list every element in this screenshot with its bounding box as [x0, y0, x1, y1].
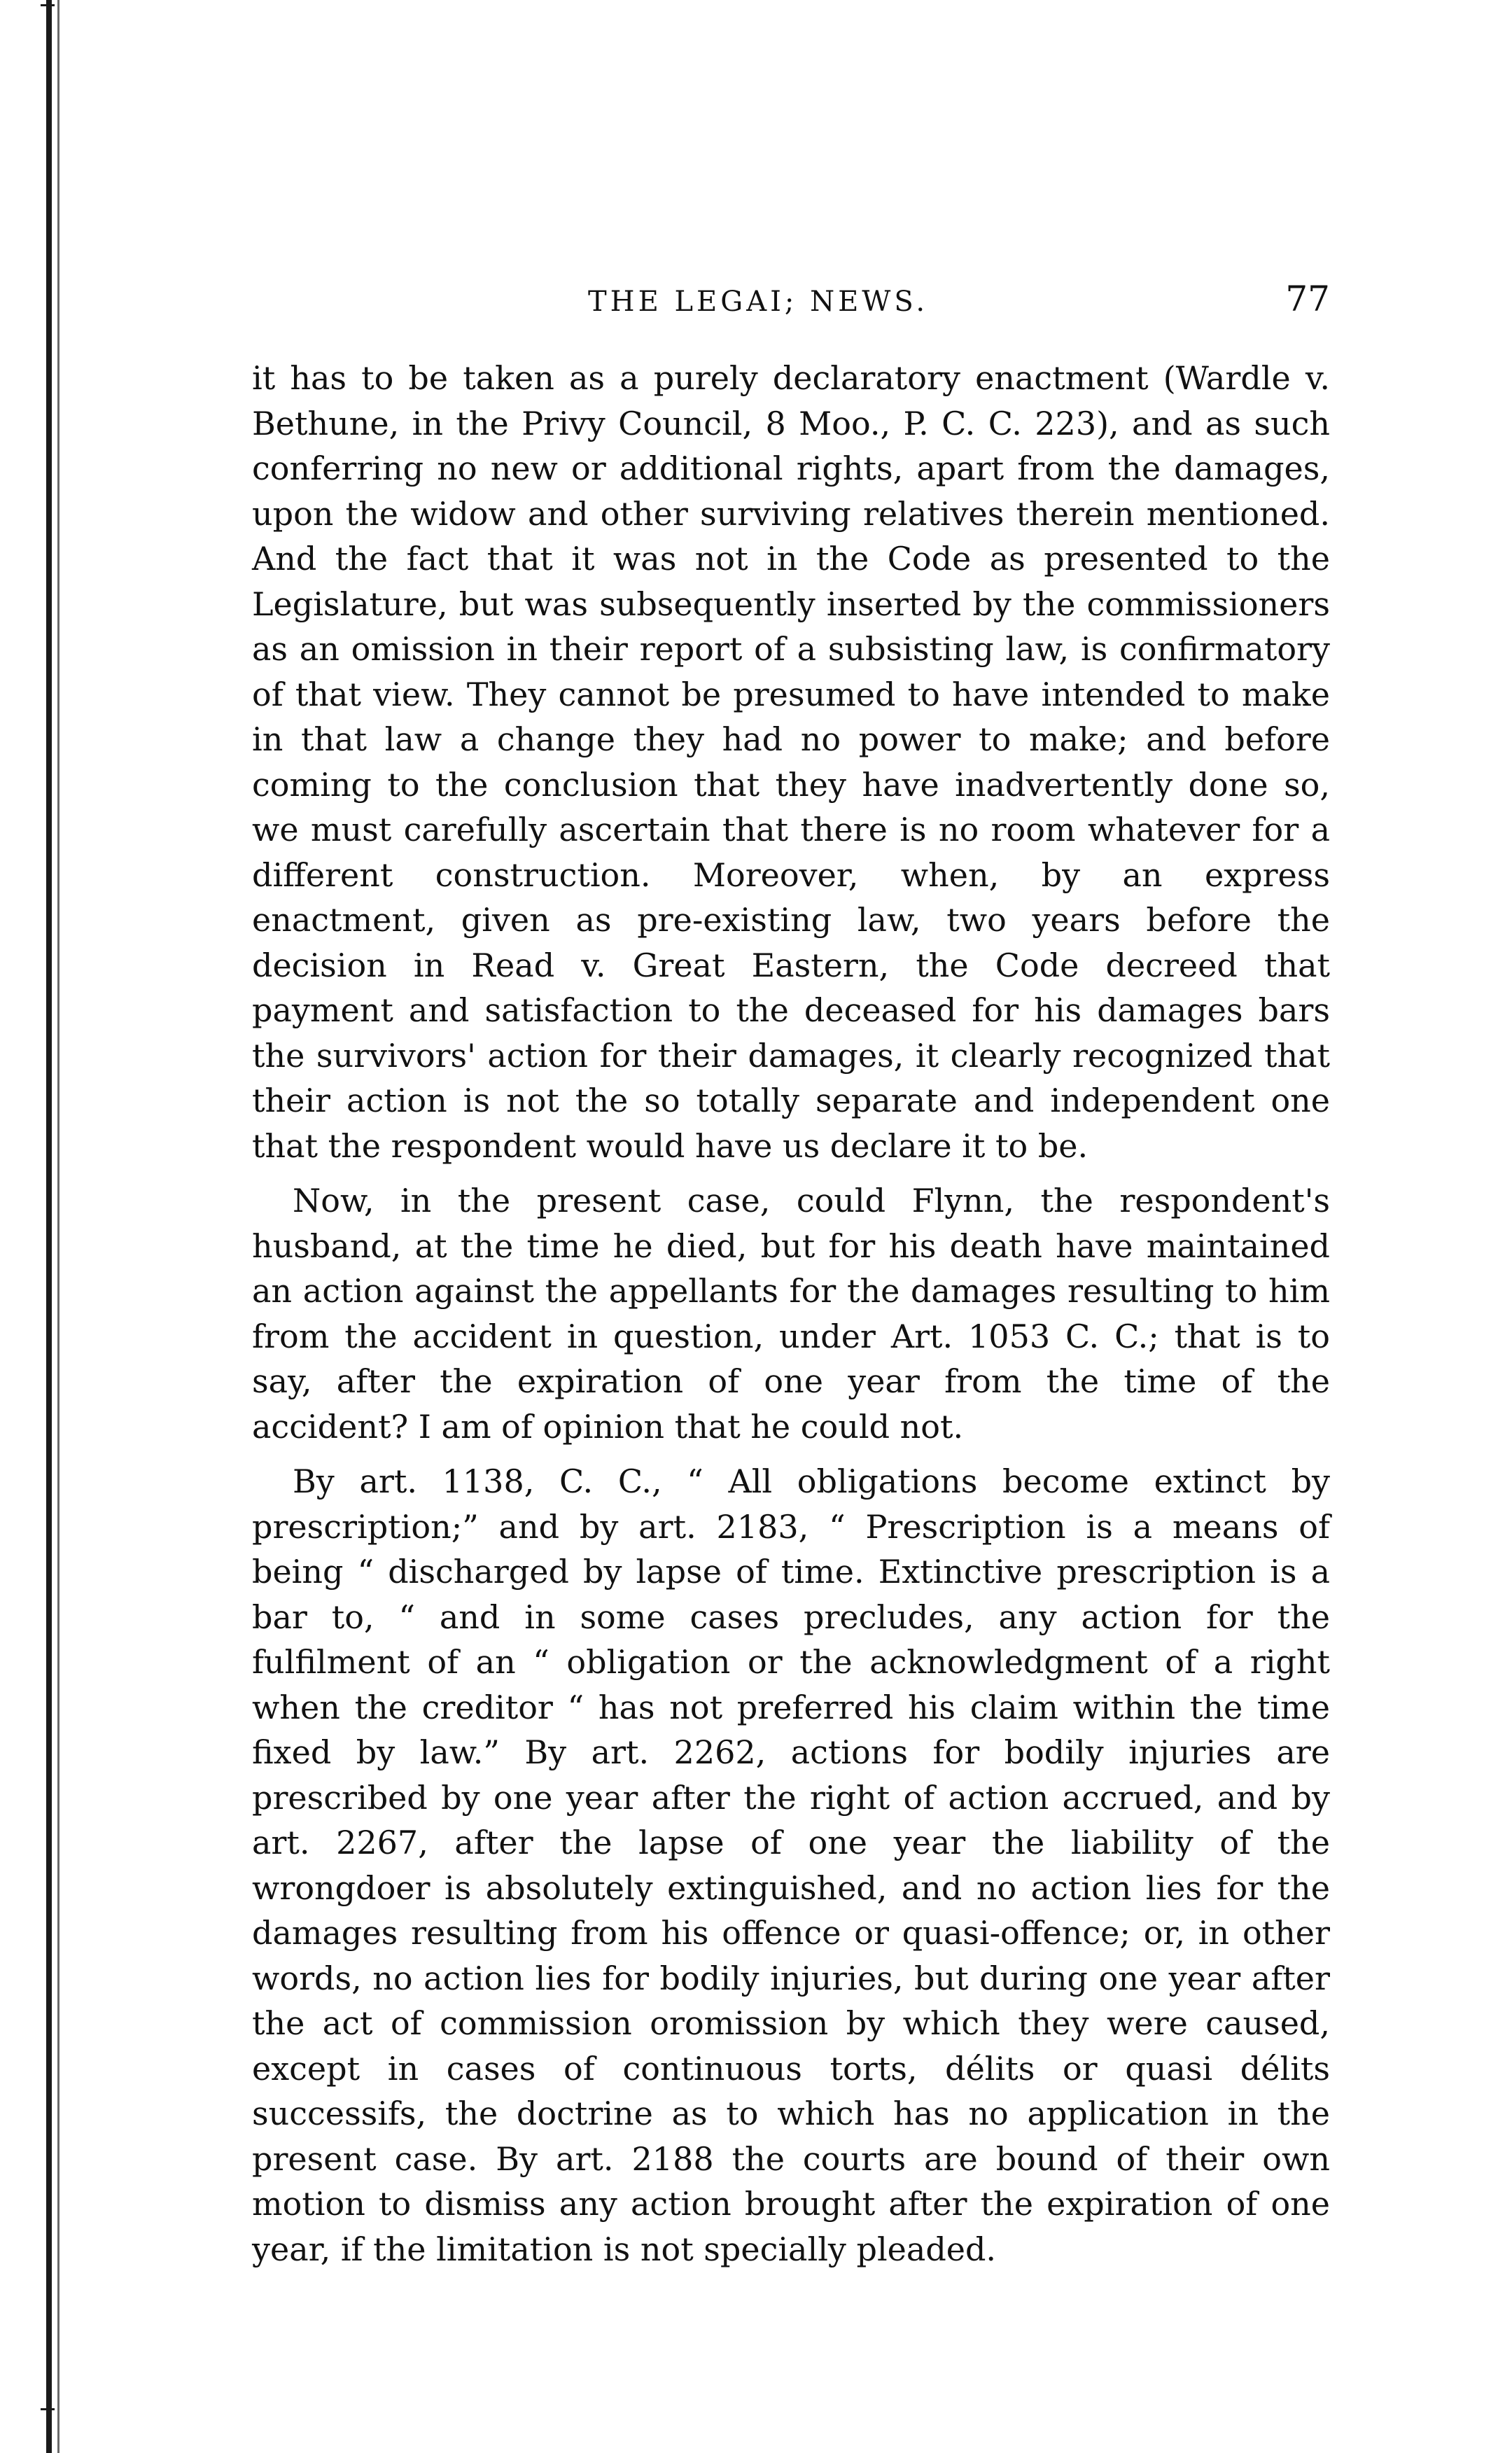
binding-mark — [41, 2408, 55, 2410]
page-number: 77 — [1285, 279, 1330, 319]
paragraph: Now, in the present case, could Flynn, the respondent's husband, at the time he died, but for his death have maintained an action against the appellants for the damages resulting to him from the accident in question, under Art. 1053 C. C.; that is to say, after the expiration of one year from the time of the accident? I am of opinion that he could not. — [252, 1182, 1330, 1446]
running-title: THE LEGAI; NEWS. — [588, 286, 929, 318]
binding-edge — [46, 0, 52, 2453]
paragraph: By art. 1138, C. C., “ All obligations become extinct by prescription;” and by art. 2183, “ Prescription is a means of being “ discharged by lapse of time. Extinctive prescription is a bar to, “ and in some cases precludes, any action for the fulfilment of an “ obligation or the acknowledgment of a right when the creditor “ has not preferred his claim within the time fixed by law.” By art. 2262, actions for bodily injuries are prescribed by one year after the right of action accrued, and by art. 2267, after the lapse of one year the liability of the wrongdoer is absolutely extinguished, and no action lies for the damages resulting from his offence or quasi-offence; or, in other words, no action lies for bodily injuries, but during one year after the act of commission oromission by which they were caused, except in cases of continuous torts, délits or quasi délits successifs, the doctrine as to which has no application in the present case. By art. 2188 the courts are bound of their own motion to dismiss any action brought after the expiration of one year, if the limitation is not specially pleaded. — [252, 1462, 1330, 2268]
binding-mark — [41, 4, 55, 6]
body-text — [252, 356, 1330, 2281]
paragraph: it has to be taken as a purely declaratory enactment (Wardle v. Bethune, in the Privy Council, 8 Moo., P. C. C. 223), and as such conferring no new or additional rights, apart from the damages, upon the widow and other surviving relatives therein mentioned. And the fact that it was not in the Code as presented to the Legislature, but was subsequently inserted by the commissioners as an omission in their report of a subsisting law, is confirmatory of that view. They cannot be presumed to have intended to make in that law a change they had no power to make; and before coming to the conclusion that they have inadvertently done so, we must carefully ascertain that there is no room whatever for a different construction. Moreover, when, by an express enactment, given as pre-existing law, two years before the decision in Read v. Great Eastern, the Code decreed that payment and satisfaction to the deceased for his damages bars the survivors' action for their damages, it clearly recognized that their action is not the so totally separate and independent one that the respondent would have us declare it to be. — [252, 359, 1330, 1165]
binding-edge-shadow — [57, 0, 59, 2453]
page-header — [252, 279, 1330, 321]
